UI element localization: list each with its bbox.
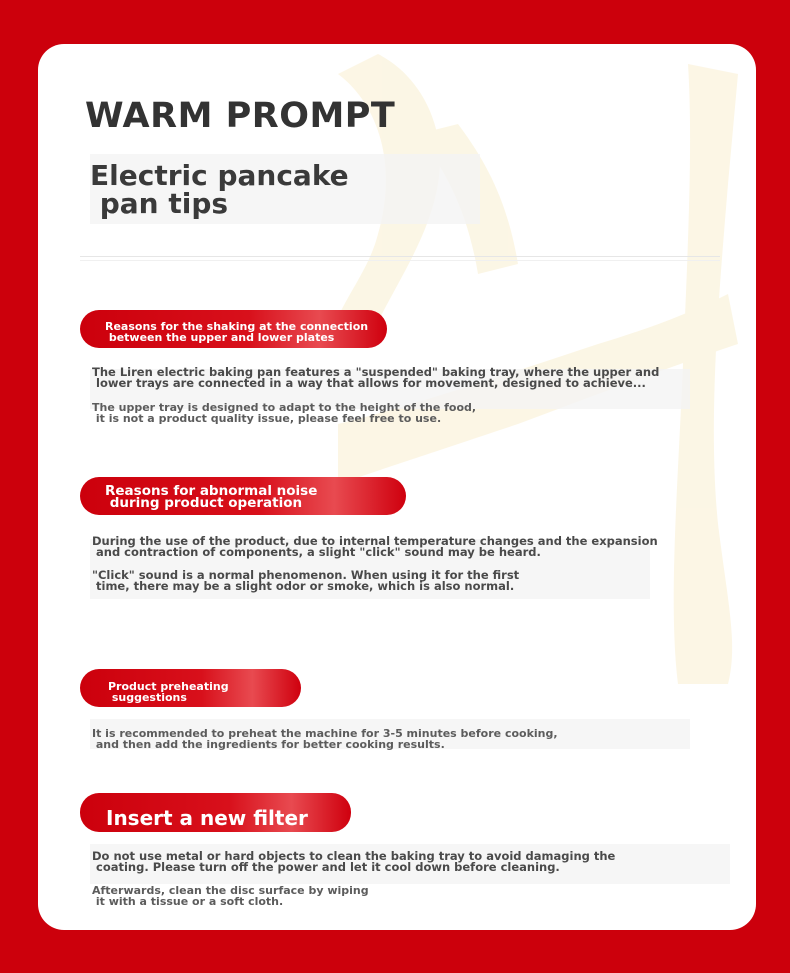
page-subtitle: Electric pancake pan tips — [90, 159, 349, 220]
divider-top — [80, 256, 720, 257]
section-preheating-text: It is recommended to preheat the machine for 3-5 minutes before cooking, and then add the ingredients for better cooking results. — [92, 727, 558, 751]
section-filter-text-2: Afterwards, clean the disc surface by wiping it with a tissue or a soft cloth. — [92, 884, 369, 908]
section-noise-text-1: During the use of the product, due to internal temperature changes and the expansion and contraction of components, a slight "click" sound may be heard. — [92, 534, 658, 559]
page-title: WARM PROMPT — [85, 96, 396, 136]
section-shaking-text-1: The Liren electric baking pan features a "suspended" baking tray, where the upper and lower trays are connected in a way that allows for movement, designed to achieve... — [92, 365, 660, 390]
tips-card — [38, 44, 756, 930]
divider-bottom — [80, 260, 720, 261]
section-shaking-text-2: The upper tray is designed to adapt to the height of the food, it is not a product quality issue, please feel free to use. — [92, 401, 477, 425]
section-heading-noise: Reasons for abnormal noise during product operation — [80, 477, 406, 515]
section-heading-filter: Insert a new filter — [80, 793, 351, 832]
section-filter-text-1: Do not use metal or hard objects to clean the baking tray to avoid damaging the coating. Please turn off the power and let it cool down before cleaning. — [92, 849, 616, 874]
section-heading-preheating: Product preheating suggestions — [80, 669, 301, 707]
section-noise-text-2: "Click" sound is a normal phenomenon. When using it for the first time, there may be a slight odor or smoke, which is also normal. — [92, 568, 520, 593]
section-heading-shaking: Reasons for the shaking at the connection between the upper and lower plates — [80, 310, 387, 348]
